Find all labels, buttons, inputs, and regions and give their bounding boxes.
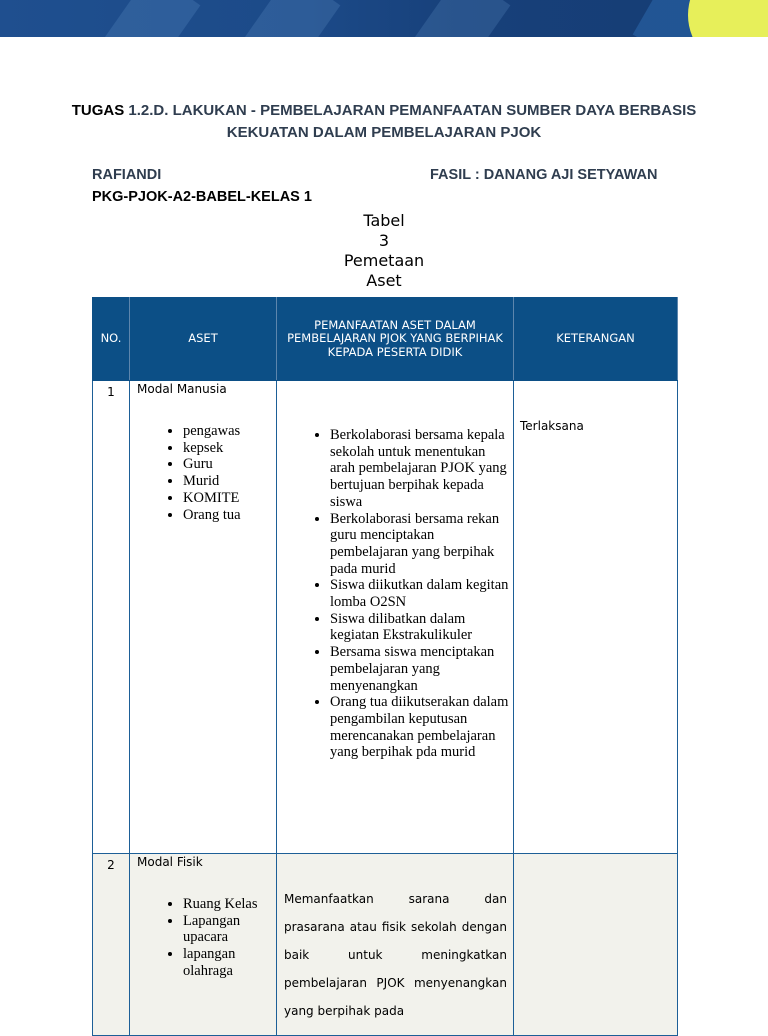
aset-cell: [130, 381, 277, 854]
document-title: TUGAS 1.2.D. LAKUKAN - PEMBELAJARAN PEMANFAATAN SUMBER DAYA BERBASIS KEKUATAN DALAM PEMBELAJARAN PJOK: [71, 102, 697, 141]
banner-stripe: [410, 0, 511, 37]
list-item: • Ruang Kelas: [183, 896, 276, 913]
aset-list: [130, 423, 276, 523]
top-banner: [0, 0, 768, 37]
list-item: • Bersama siswa menciptakan pembelajaran yang menyenangkan: [330, 644, 509, 694]
header-keterangan: KETERANGAN: [514, 298, 678, 381]
keterangan-cell: [514, 854, 678, 1036]
aset-list: [130, 896, 276, 980]
banner-stripe: [100, 0, 201, 37]
banner-accent-shape: [688, 0, 768, 37]
list-item: • Berkolaborasi bersama rekan guru menciptakan pembelajaran yang berpihak pada murid: [330, 511, 509, 578]
aset-label: Modal Manusia: [137, 382, 227, 396]
table-row: [93, 381, 678, 854]
list-item: • Orang tua diikutserakan dalam pengambilan keputusan merencanakan pembelajaran yang berpihak pda murid: [330, 694, 509, 761]
list-item: • Guru: [183, 456, 276, 473]
pemanfaatan-list: [277, 427, 513, 761]
banner-stripe: [240, 0, 341, 37]
asset-mapping-table: [92, 297, 678, 1036]
facilitator-name: FASIL : DANANG AJI SETYAWAN: [430, 167, 658, 183]
row-number: 2: [93, 854, 130, 1036]
header-no: NO.: [93, 298, 130, 381]
list-item: • lapangan olahraga: [183, 946, 276, 979]
list-item: • KOMITE: [183, 490, 276, 507]
student-name: RAFIANDI: [92, 167, 162, 183]
list-item: • Orang tua: [183, 507, 276, 524]
list-item: • Berkolaborasi bersama kepala sekolah untuk menentukan arah pembelajaran PJOK yang bertujuan berpihak kepada siswa: [330, 427, 509, 511]
list-item: • Lapangan upacara: [183, 913, 276, 946]
list-item: • Siswa diikutkan dalam kegitan lomba O2SN: [330, 577, 509, 610]
pemanfaatan-cell: [277, 854, 514, 1036]
header-aset: ASET: [130, 298, 277, 381]
list-item: • Siswa dilibatkan dalam kegiatan Ekstrakulikuler: [330, 611, 509, 644]
header-pemanfaatan: PEMANFAATAN ASET DALAM PEMBELAJARAN PJOK YANG BERPIHAK KEPADA PESERTA DIDIK: [277, 298, 514, 381]
table-row: [93, 854, 678, 1036]
table-caption: Tabel 3 Pemetaan Aset: [343, 211, 425, 290]
keterangan-text: Terlaksana: [520, 419, 584, 433]
pemanfaatan-cell: [277, 381, 514, 854]
class-code: PKG-PJOK-A2-BABEL-KELAS 1: [92, 189, 312, 205]
row-number: 1: [93, 381, 130, 854]
list-item: • pengawas: [183, 423, 276, 440]
aset-label: Modal Fisik: [137, 855, 203, 869]
aset-cell: [130, 854, 277, 1036]
list-item: • kepsek: [183, 440, 276, 457]
keterangan-cell: [514, 381, 678, 854]
pemanfaatan-text: Memanfaatkan sarana dan prasarana atau fisik sekolah dengan baik untuk meningkatkan pembelajaran PJOK menyenangkan yang berpihak pada: [284, 892, 507, 1018]
list-item: • Murid: [183, 473, 276, 490]
keterangan-text: [514, 854, 677, 892]
